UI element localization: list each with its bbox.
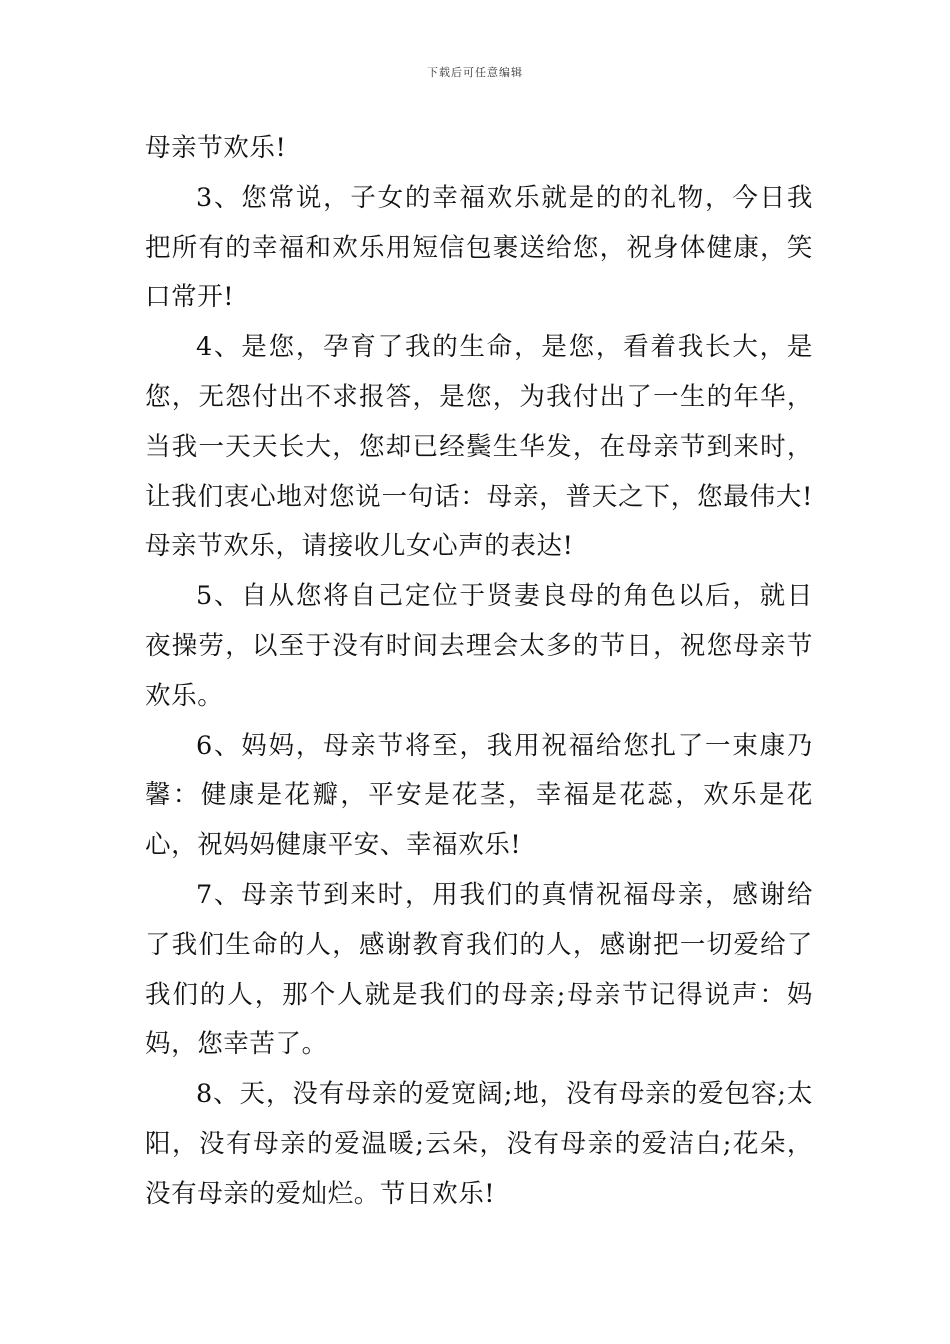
paragraph-4: 4、是您，孕育了我的生命，是您，看着我长大，是您，无怨付出不求报答，是您，为我付出了一生的年华，当我一天天长大，您却已经鬓生华发，在母亲节到来时，让我们衷心地对您说一句话：母亲，普天之下，您最伟大!母亲节欢乐，请接收儿女心声的表达! [145,332,813,562]
paragraph-7: 7、母亲节到来时，用我们的真情祝福母亲，感谢给了我们生命的人，感谢教育我们的人，感谢把一切爱给了我们的人，那个人就是我们的母亲;母亲节记得说声：妈妈，您幸苦了。 [145,879,813,1060]
document-body [145,124,813,1220]
page-header: 下载后可任意编辑 [427,66,523,79]
paragraph-6: 6、妈妈，母亲节将至，我用祝福给您扎了一束康乃馨：健康是花瓣，平安是花茎，幸福是花蕊，欢乐是花心，祝妈妈健康平安、幸福欢乐! [145,730,813,861]
paragraph-continued: 母亲节欢乐! [145,133,287,163]
paragraph-5: 5、自从您将自己定位于贤妻良母的角色以后，就日夜操劳，以至于没有时间去理会太多的节日，祝您母亲节欢乐。 [145,581,813,711]
paragraph-8: 8、天，没有母亲的爱宽阔;地，没有母亲的爱包容;太阳，没有母亲的爱温暖;云朵，没有母亲的爱洁白;花朵，没有母亲的爱灿烂。节日欢乐! [145,1079,813,1209]
paragraph-3: 3、您常说，子女的幸福欢乐就是的的礼物，今日我把所有的幸福和欢乐用短信包裹送给您，祝身体健康，笑口常开! [145,182,813,313]
